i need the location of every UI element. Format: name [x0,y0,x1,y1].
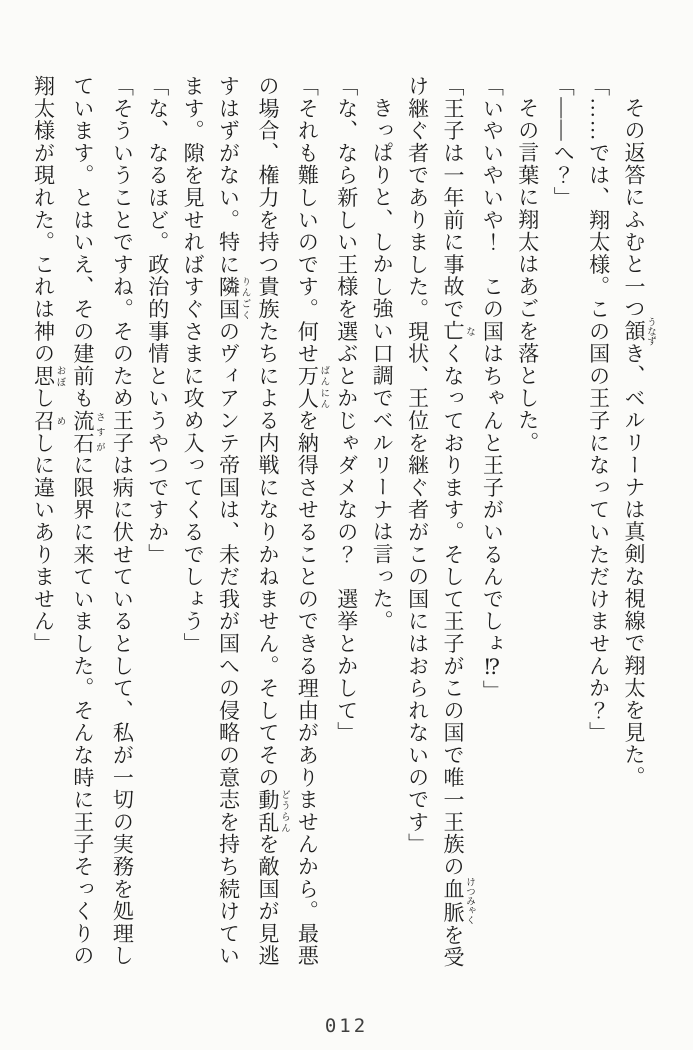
vertical-text-block [31,75,655,987]
text-line-5: 「いやいやいや！ この国はちゃんと王子がいるんでしょ⁉」 [480,75,505,703]
text-line-7: け継ぐ者でありました。現状、王位を継ぐ者がこの国にはおられないのです」 [405,75,430,856]
furigana-reading: な [463,320,474,343]
furigana-ruby: 万人 ばんにん [295,364,329,410]
furigana-reading: りんごく [239,275,250,321]
furigana-ruby: 亡 な [440,320,474,343]
text-line-10: 「それも難しいのです。何せ万人 ばんにんを納得させることのできる理由がありませんから。最悪 [295,75,329,968]
text-line-11: の場合、権力を持つ貴族たちによる内戦になりかねません。そしてその動乱 どうらんを敵国が見逃 [255,75,289,968]
furigana-ruby: 動乱 どうらん [255,788,289,834]
text-line-12: すはずがない。特に隣国 りんごくのヴィアンテ帝国は、未だ我が国への侵略の意志を持ち続けてい [216,75,250,968]
furigana-ruby: 頷 うなず [622,317,655,346]
furigana-reading: ばんにん [318,364,329,410]
text-line-3: 「――へ？」 [551,75,576,209]
text-line-13: ます。隙を見せればすぐさまに攻め入ってくるでしょう」 [181,75,206,655]
furigana-reading: けつみゃく [463,877,474,925]
text-line-2: 「……では、翔太様。この国の王子になっていただけませんか？」 [586,75,611,744]
furigana-ruby: 召 め [31,409,65,432]
text-line-1: その返答にふむと一つ頷 うなずき、ベルリーナは真剣な視線で翔太を見た。 [622,97,655,789]
furigana-reading: おぼ [54,364,65,388]
furigana-reading: さすが [93,409,104,455]
text-line-14: 「な、なるほど。政治的事情というやつですか」 [145,75,170,566]
text-line-8: きっぱりと、しかし強い口調でベルリーナは言った。 [370,97,395,633]
text-line-16: ています。とはいえ、その建前も流石 さすがに限界に来ていました。そんな時に王子そっくりの [70,75,104,968]
furigana-reading: うなず [645,317,655,346]
text-line-6: 「王子は一年前に事故で亡 なくなっております。そして王子がこの国で唯一王族の血脈 けつみゃくを受 [440,75,474,969]
text-line-17: 翔太様が現れた。これは神の思 おぼし召 めしに違いありません」 [31,75,65,655]
text-line-15: 「そういうことですね。そのため王子は病に伏せているとして、私が一切の実務を処理し [110,75,135,967]
text-line-4: その言葉に翔太はあごを落とした。 [515,97,540,455]
furigana-ruby: 血脈 けつみゃく [440,877,474,925]
page-number: 012 [324,1015,369,1037]
furigana-reading: め [54,409,65,432]
furigana-reading: どうらん [278,788,289,834]
furigana-ruby: 思 おぼ [31,364,65,388]
furigana-ruby: 流石 さすが [70,409,104,455]
furigana-ruby: 隣国 りんごく [216,275,250,321]
text-line-9: 「な、なら新しい王様を選ぶとかじゃダメなの？ 選挙とかして」 [334,75,359,744]
